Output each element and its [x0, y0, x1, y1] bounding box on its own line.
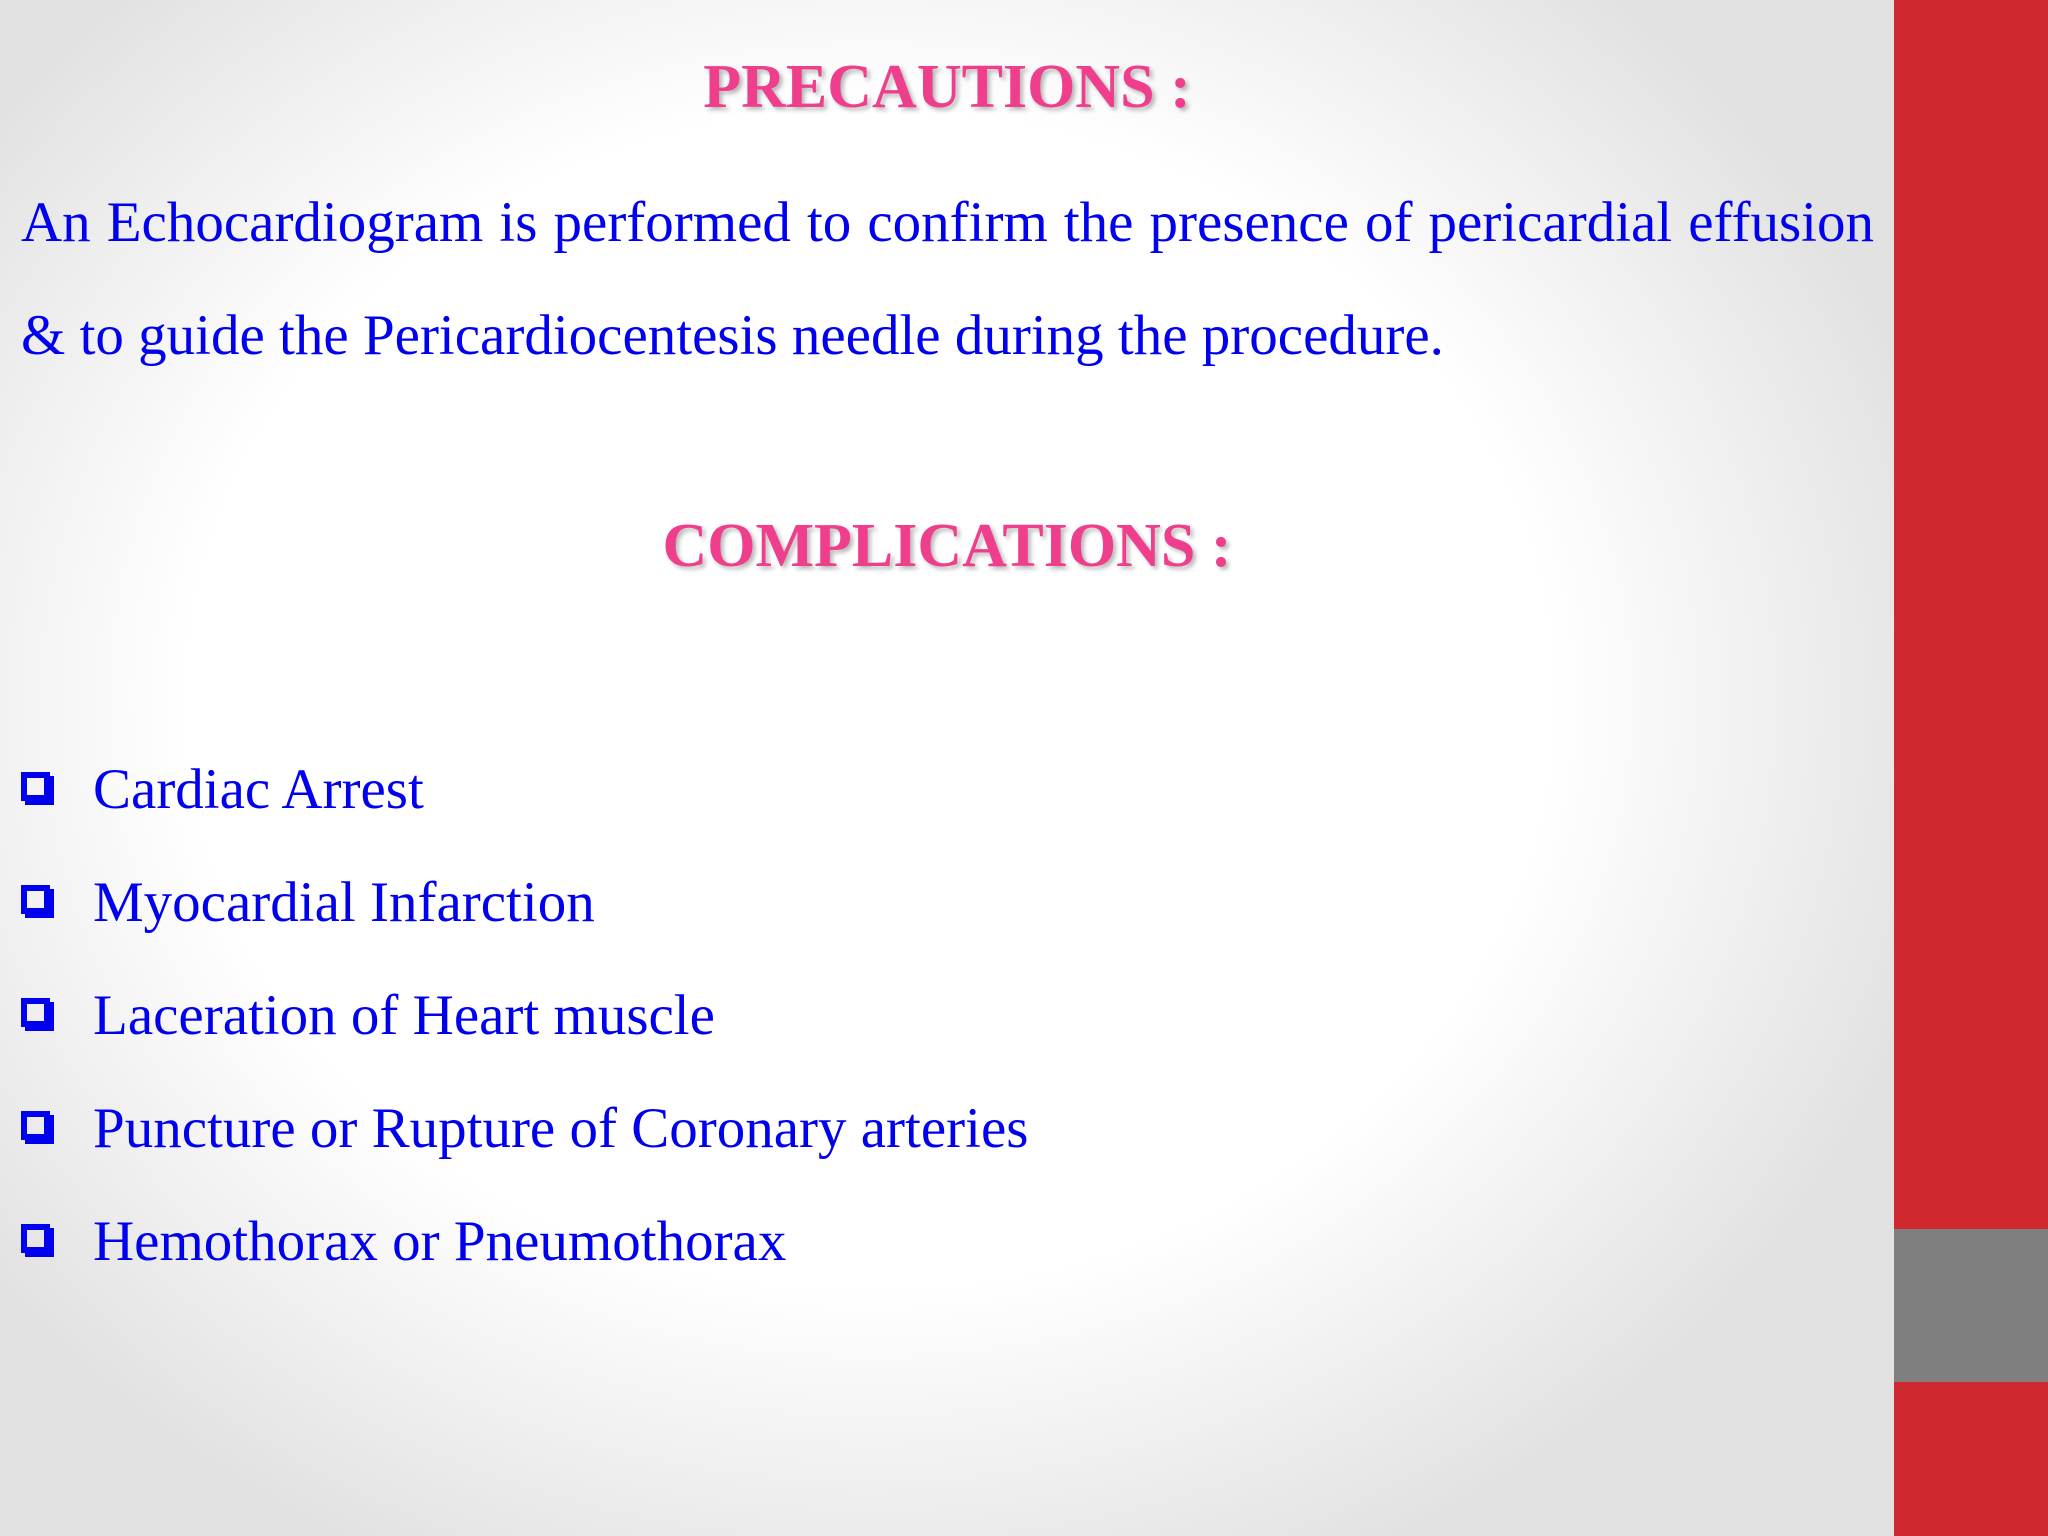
checkbox-icon	[21, 1224, 50, 1253]
list-item	[21, 959, 1028, 1072]
list-item-label: Puncture or Rupture of Coronary arteries	[93, 1097, 1029, 1160]
precautions-text: An Echocardiogram is performed to confirm the presence of pericardial effusion & to guide the Pericardiocentesis needle during the procedure.	[21, 191, 1874, 367]
checkbox-icon	[21, 772, 50, 801]
side-band-gray	[1894, 1229, 2048, 1382]
list-item	[21, 1185, 1028, 1298]
list-item-label: Myocardial Infarction	[93, 871, 595, 934]
checkbox-icon	[21, 998, 50, 1027]
complications-list	[21, 733, 1028, 1298]
list-item	[21, 733, 1028, 846]
list-item-label: Hemothorax or Pneumothorax	[93, 1210, 787, 1273]
checkbox-icon	[21, 1111, 50, 1140]
list-item	[21, 846, 1028, 959]
list-item-label: Laceration of Heart muscle	[93, 984, 715, 1047]
list-item	[21, 1072, 1028, 1185]
complications-heading: COMPLICATIONS :	[662, 512, 1232, 580]
side-band-red-top	[1894, 0, 2048, 1229]
checkbox-icon	[21, 885, 50, 914]
precautions-heading: PRECAUTIONS :	[703, 53, 1191, 121]
list-item-label: Cardiac Arrest	[93, 758, 424, 821]
side-band-red-bottom	[1894, 1382, 2048, 1536]
